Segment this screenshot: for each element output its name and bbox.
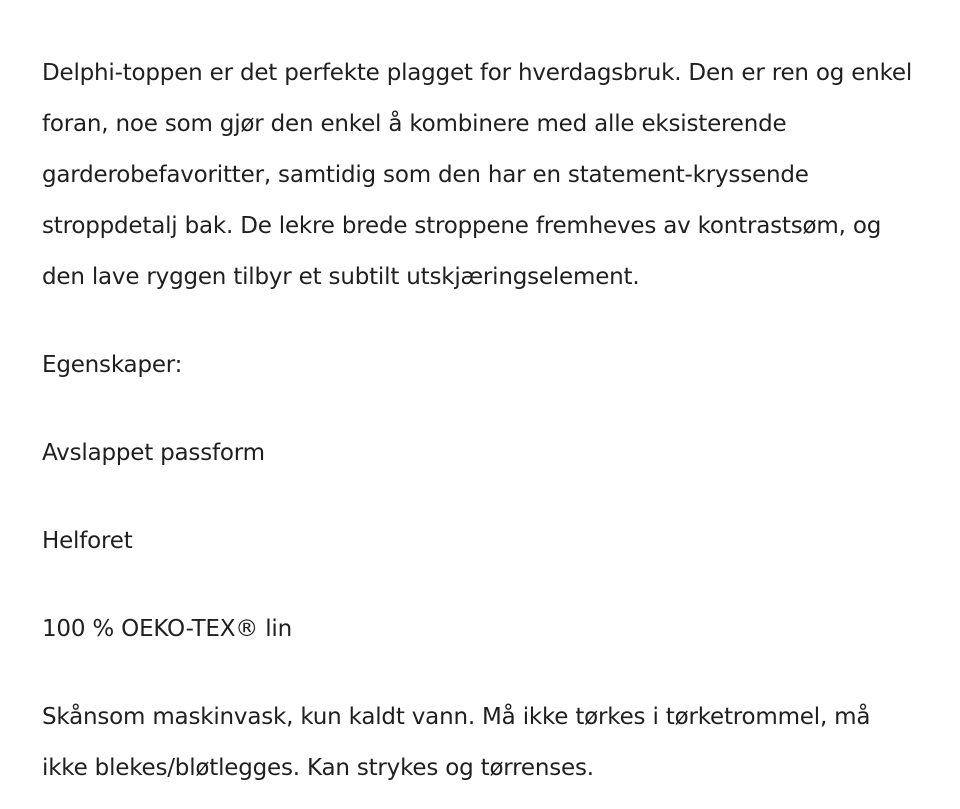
product-description: Delphi-toppen er det perfekte plagget for hverdagsbruk. Den er ren og enkel foran, noe som gjør den enkel å kombinere med alle eksisterende garderobefavoritter, samtidig som den har en statement-kryssende stroppdetalj bak. De lekre brede stroppene fremheves av kontrastsøm, og den lave ryggen tilbyr et subtilt utskjæringselement. xyxy=(42,60,913,290)
features-heading: Egenskaper: xyxy=(42,352,183,378)
product-details xyxy=(42,48,922,794)
feature-fit: Avslappet passform xyxy=(42,440,265,466)
care-instructions: Skånsom maskinvask, kun kaldt vann. Må ikke tørkes i tørketrommel, må ikke blekes/bløtlegges. Kan strykes og tørrenses. xyxy=(42,704,871,781)
feature-material: 100 % OEKO-TEX® lin xyxy=(42,616,292,642)
feature-lining: Helforet xyxy=(42,528,133,554)
